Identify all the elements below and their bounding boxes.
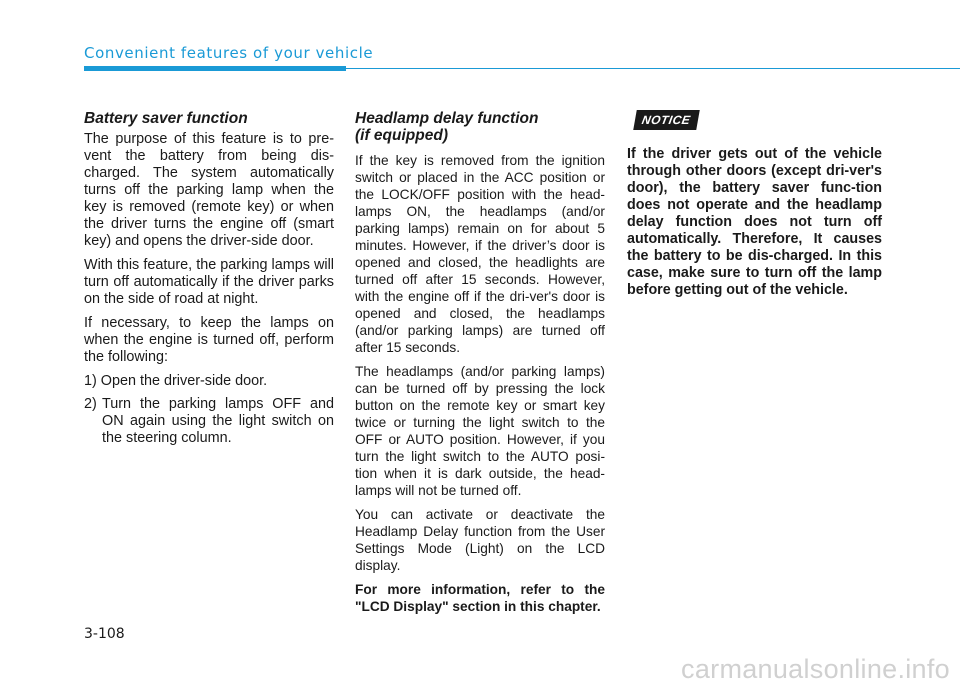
list-item <box>84 373 334 390</box>
notice-badge: NOTICE <box>633 110 700 130</box>
header-rule-thin <box>346 68 960 69</box>
notice-text: If the driver gets out of the vehicle through other doors (except dri-ver's door), the battery saver func-tion does not operate and the headlamp delay function does not turn off automatically. Therefore, It causes the battery to be dis-charged. In this case, make sure to turn off the lamp before getting out of the vehicle. <box>627 146 882 298</box>
battery-saver-paragraph-2: With this feature, the parking lamps will turn off automatically if the driver parks on the side of road at night. <box>84 257 334 307</box>
headlamp-delay-heading <box>355 110 605 144</box>
step-text: Open the driver-side door. <box>100 373 268 389</box>
headlamp-delay-paragraph-2: The headlamps (and/or parking lamps) can be turned off by pressing the lock button on the remote key or smart key twice or turning the light switch to the OFF or AUTO position. However, if you turn the light switch to the AUTO posi-tion when it is dark outside, the head-lamps will not be turned off. <box>355 364 605 498</box>
headlamp-delay-heading-line1: Headlamp delay function <box>355 110 539 127</box>
battery-saver-heading: Battery saver function <box>84 110 248 127</box>
section-header-title: Convenient features of your vehicle <box>84 44 374 62</box>
battery-saver-paragraph-1: The purpose of this feature is to pre-vent the battery from being dis-charged. The system automatically turns off the parking lamp when the key is removed (remote key) or when the driver turns the engine off (smart key) and opens the driver-side door. <box>84 131 334 249</box>
column-notice <box>627 110 882 299</box>
headlamp-delay-paragraph-1: If the key is removed from the ignition switch or placed in the ACC position or the LOCK/OFF position with the head-lamps ON, the headlamps (and/or parking lamps) remain on for about 5 minutes. However, if the driver’s door is opened and closed, the headlights are turned off after 15 seconds. However, with the engine off if the dri-ver's door is opened and closed, the headlamps (and/or parking lamps) are turned off after 15 seconds. <box>355 153 605 355</box>
watermark-text: carmanualsonline.info <box>681 654 950 684</box>
column-headlamp-delay <box>355 110 605 622</box>
headlamp-delay-heading-line2: (if equipped) <box>355 127 448 144</box>
header-rule-thick <box>84 66 346 71</box>
list-item <box>84 396 334 447</box>
battery-saver-steps <box>84 373 334 447</box>
step-number: 2) <box>84 396 97 412</box>
headlamp-delay-paragraph-4: For more information, refer to the "LCD Display" section in this chapter. <box>355 582 605 614</box>
page-number: 3-108 <box>84 626 125 642</box>
step-text: Turn the parking lamps OFF and ON again using the light switch on the steering column. <box>102 396 334 446</box>
step-number: 1) <box>84 373 97 389</box>
battery-saver-paragraph-3: If necessary, to keep the lamps on when the engine is turned off, perform the following: <box>84 315 334 365</box>
column-battery-saver <box>84 110 334 453</box>
headlamp-delay-paragraph-3: You can activate or deactivate the Headlamp Delay function from the User Settings Mode (Light) on the LCD display. <box>355 507 605 573</box>
